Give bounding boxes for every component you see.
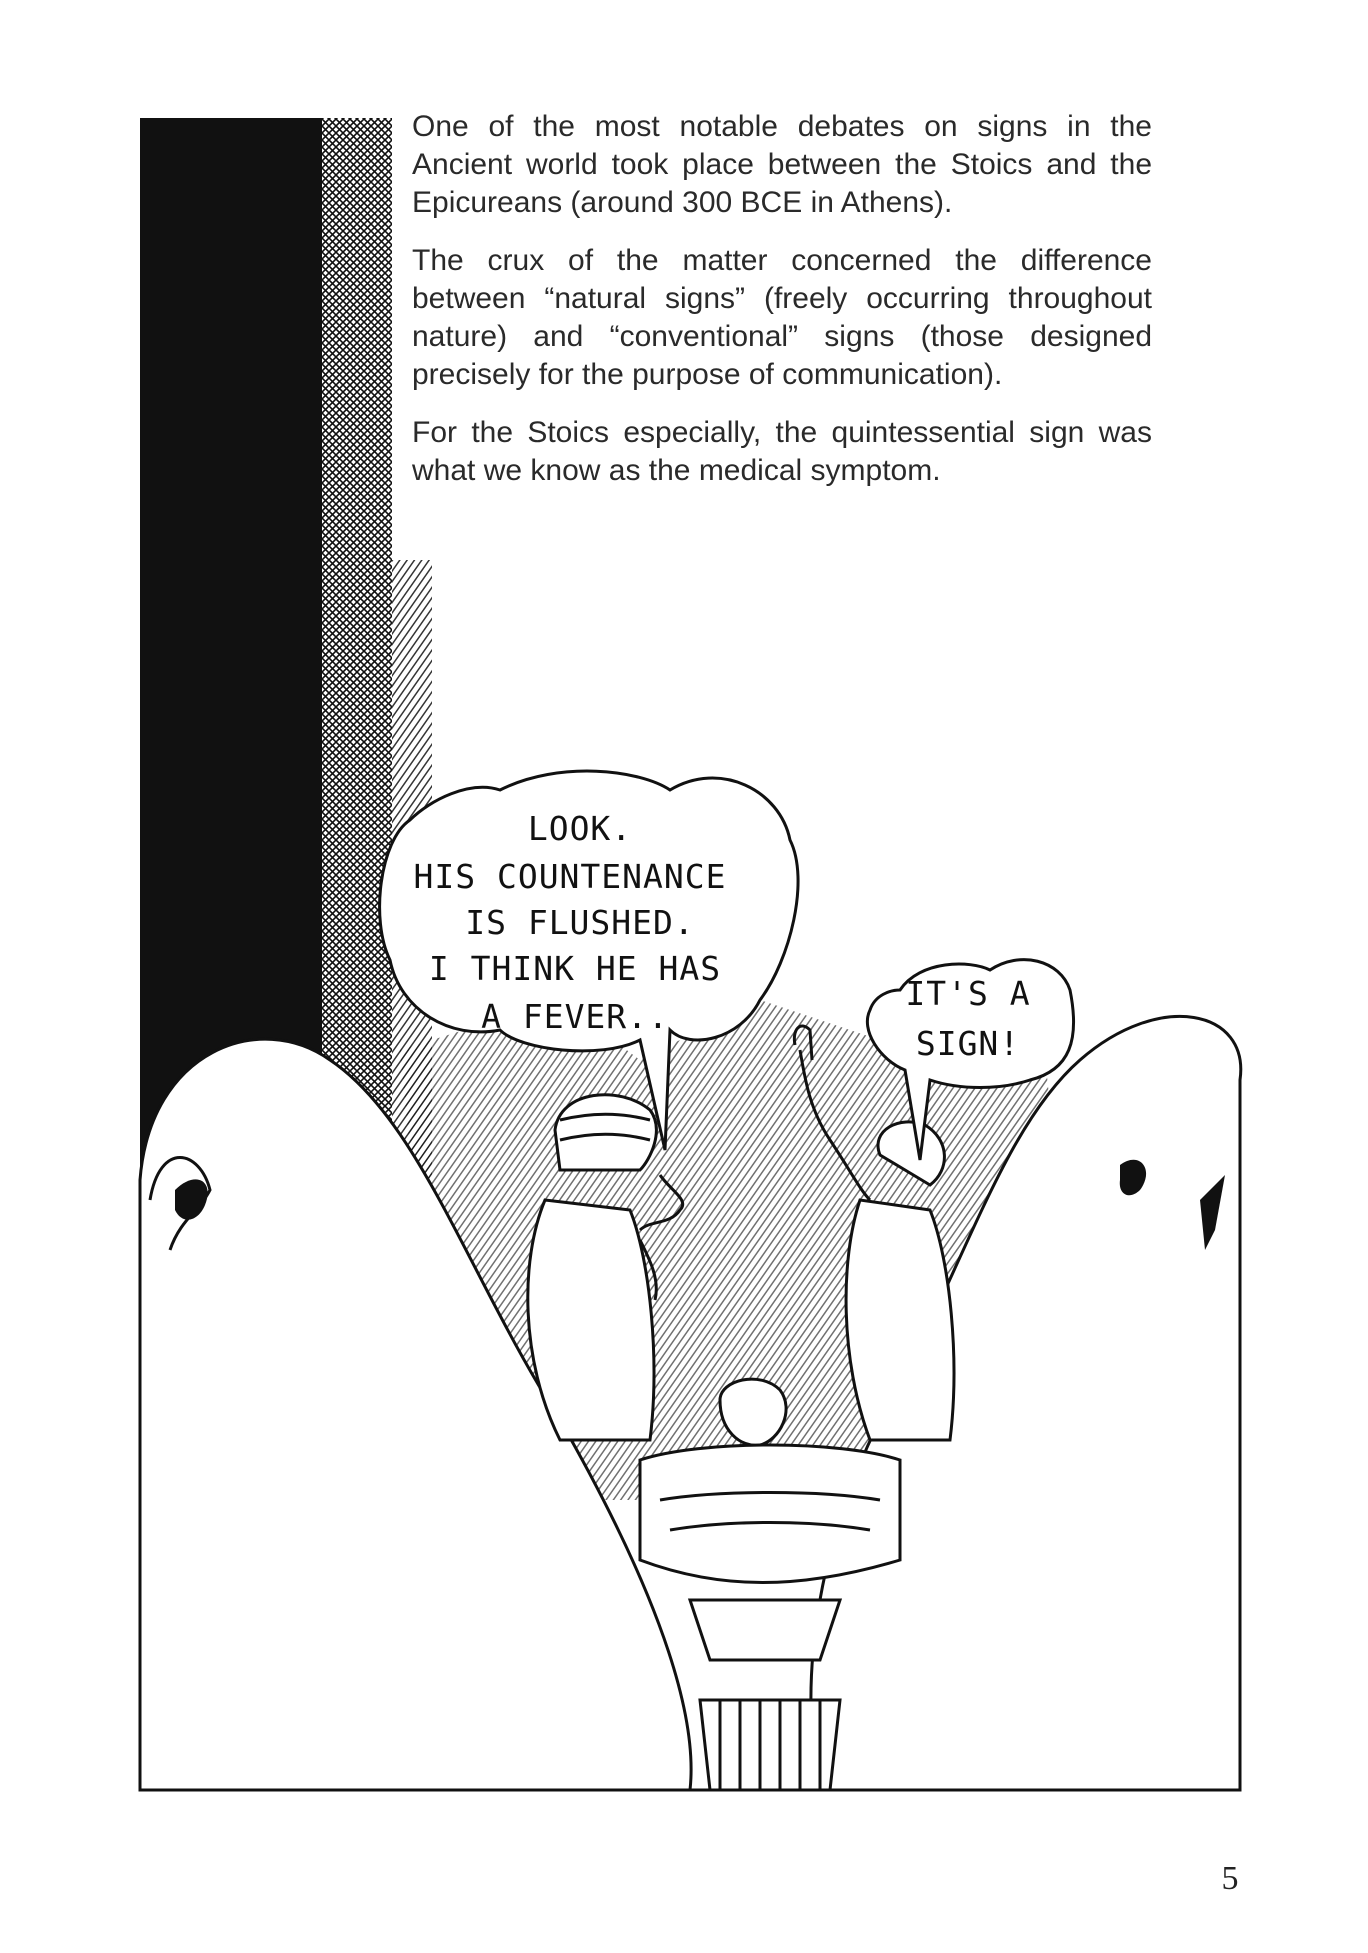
bubble-left-line-4: I THINK HE HAS — [428, 949, 722, 988]
bubble-right-line-1: IT'S A — [905, 974, 1031, 1013]
bubble-left-line-1: LOOK. — [527, 809, 633, 848]
bubble-right-line-2: SIGN! — [915, 1024, 1021, 1063]
body-text — [412, 108, 1152, 510]
paragraph-3: For the Stoics especially, the quintessential sign was what we know as the medical symptom. — [412, 416, 1152, 487]
bubble-left-line-2: HIS COUNTENANCE — [413, 857, 727, 896]
page-number: 5 — [1221, 1860, 1239, 1897]
bubble-left-line-5: A FEVER.. — [481, 997, 669, 1036]
paragraph-1: One of the most notable debates on signs in the Ancient world took place between the Stoics and the Epicureans (around 300 BCE in Athens). — [412, 110, 1152, 219]
bubble-left-line-3: IS FLUSHED. — [465, 903, 695, 942]
paragraph-2: The crux of the matter concerned the difference between “natural signs” (freely occurring throughout nature) and “conventional” signs (those designed precisely for the purpose of communication). — [412, 244, 1152, 391]
